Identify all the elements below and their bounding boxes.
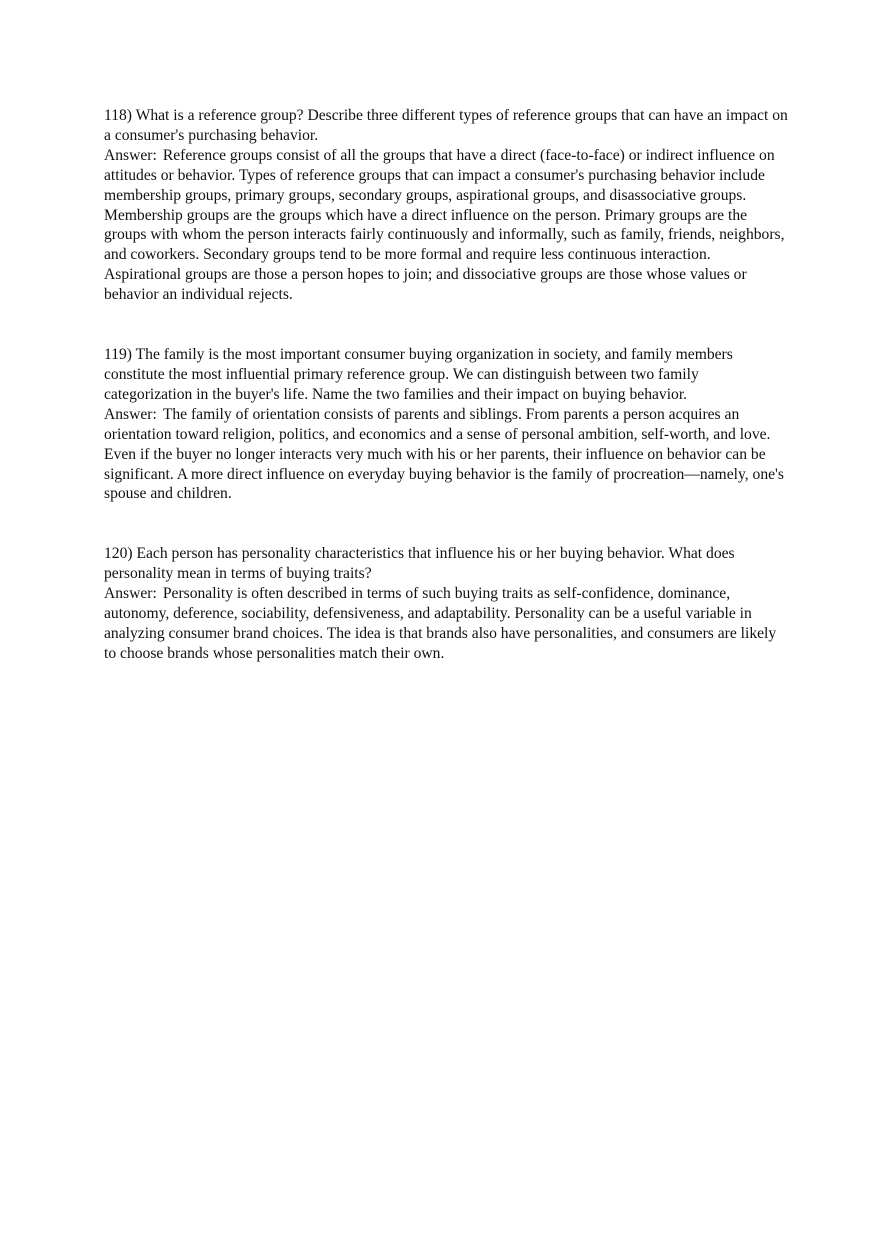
question-text: 118) What is a reference group? Describe three different types of reference groups that can have an impact on a consumer's purchasing behavior. <box>104 107 788 144</box>
answer-body: Reference groups consist of all the groups that have a direct (face-to-face) or indirect influence on attitudes or behavior. Types of reference groups that can impact a consumer's purchasing behavior include membership groups, primary groups, secondary groups, aspirational groups, and disassociative groups. <box>104 146 775 204</box>
answer-text <box>104 584 788 664</box>
answer-label: Answer: <box>104 585 157 603</box>
block-spacer <box>104 305 788 345</box>
answer-text <box>104 405 788 505</box>
answer-continued-text: Membership groups are the groups which have a direct influence on the person. Primary groups are the groups with whom the person interacts fairly continuously and informally, such as family, friends, neighbors, and coworkers. Secondary groups tend to be more formal and require less continuous interaction. Aspirational groups are those a person hopes to join; and dissociative groups are those whose values or behavior an individual rejects. <box>104 206 785 304</box>
answer-text <box>104 146 788 206</box>
answer-body: The family of orientation consists of parents and siblings. From parents a person acquires an orientation toward religion, politics, and economics and a sense of personal ambition, self-worth, and love. Even if the buyer no longer interacts very much with his or her parents, their influence on behavior can be significant. A more direct influence on everyday buying behavior is the family of procreation—namely, one's spouse and children. <box>104 405 784 503</box>
answer-label: Answer: <box>104 146 157 164</box>
question-block-119 <box>104 345 788 504</box>
answer-body: Personality is often described in terms of such buying traits as self-confidence, dominance, autonomy, deference, sociability, defensiveness, and adaptability. Personality can be a useful variable in analyzing consumer brand choices. The idea is that brands also have personalities, and consumers are likely to choose brands whose personalities match their own. <box>104 585 777 662</box>
question-block-120 <box>104 544 788 663</box>
question-block-118 <box>104 106 788 305</box>
answer-label: Answer: <box>104 405 157 423</box>
question-text: 119) The family is the most important consumer buying organization in society, and family members constitute the most influential primary reference group. We can distinguish between two family categorization in the buyer's life. Name the two families and their impact on buying behavior. <box>104 346 733 403</box>
document-page <box>104 106 788 664</box>
question-text: 120) Each person has personality characteristics that influence his or her buying behavior. What does personality mean in terms of buying traits? <box>104 545 735 583</box>
block-spacer <box>104 504 788 544</box>
